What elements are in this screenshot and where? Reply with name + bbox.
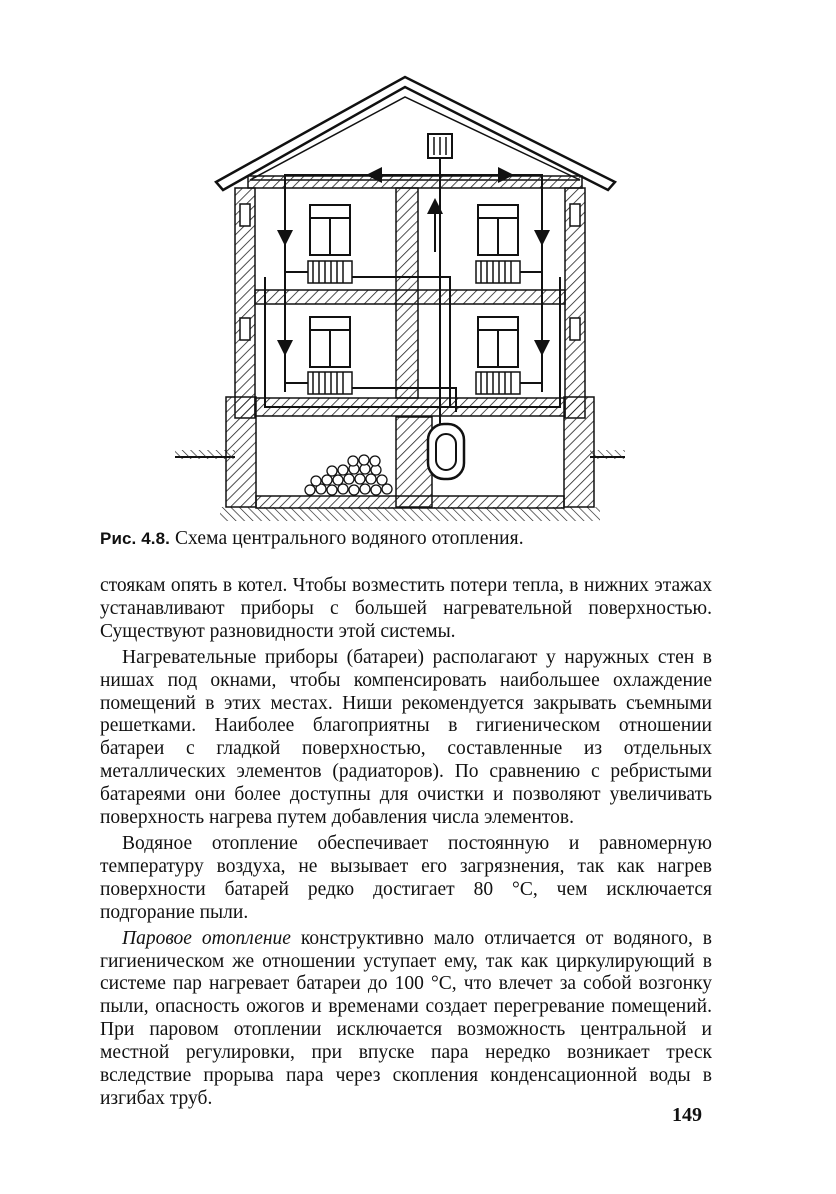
- coal-pile: [305, 455, 392, 495]
- paragraph-2: Нагревательные приборы (батареи) располагают у наружных стен в нишах под окнами, чтобы компенсировать наибольшее охлаждение помещений в этих местах. Ниши рекомендуется закрывать съемными решетками. Наиболее благоприятны в гигиеническом отношении батареи с гладкой поверхностью, составленные из отдельных металлических элементов (радиаторов). По сравнению с ребристыми батареями они более доступны для очистки и позволяют увеличивать поверхность нагрева путем добавления числа элементов.: [100, 646, 712, 829]
- body-text: [100, 575, 712, 1111]
- paragraph-4: [100, 928, 712, 1111]
- paragraph-3: Водяное отопление обеспечивает постоянную и равномерную температуру воздуха, не вызывает его загрязнения, так как нагрев поверхности батарей редко достигает 80 °С, чем исключается подгорание пыли.: [100, 832, 712, 923]
- figure-caption: [100, 528, 524, 550]
- figure-caption-text: Схема центрального водяного отопления.: [174, 528, 524, 549]
- page-number: 149: [672, 1104, 702, 1126]
- roof: [216, 77, 615, 190]
- figure-label: Рис. 4.8.: [100, 529, 170, 548]
- paragraph-4-text: конструктивно мало отличается от водяного, в гигиеническом же отношении уступает ему, так как циркулирующий в системе пар нагревает батареи до 100 °С, что влечет за собой возгонку пыли, опасность ожогов и временами создает перегревание помещений. При паровом отоплении исключается возможность центральной и местной регулировки, при впуске пара нередко возникает треск вследствие прорыва пара через скопления конденсационной воды в изгибах труб.: [100, 927, 713, 1109]
- expansion-tank: [428, 134, 452, 158]
- walls: [226, 188, 594, 508]
- heating-diagram-figure: [160, 72, 630, 532]
- house-heating-schematic: [160, 72, 630, 532]
- paragraph-1: стоякам опять в котел. Чтобы возместить потери тепла, в нижних этажах устанавливают приборы с большей нагревательной поверхностью. Существуют разновидности этой системы.: [100, 575, 712, 642]
- term-steam-heating: Паровое отопление: [122, 927, 291, 949]
- boiler: [428, 424, 464, 479]
